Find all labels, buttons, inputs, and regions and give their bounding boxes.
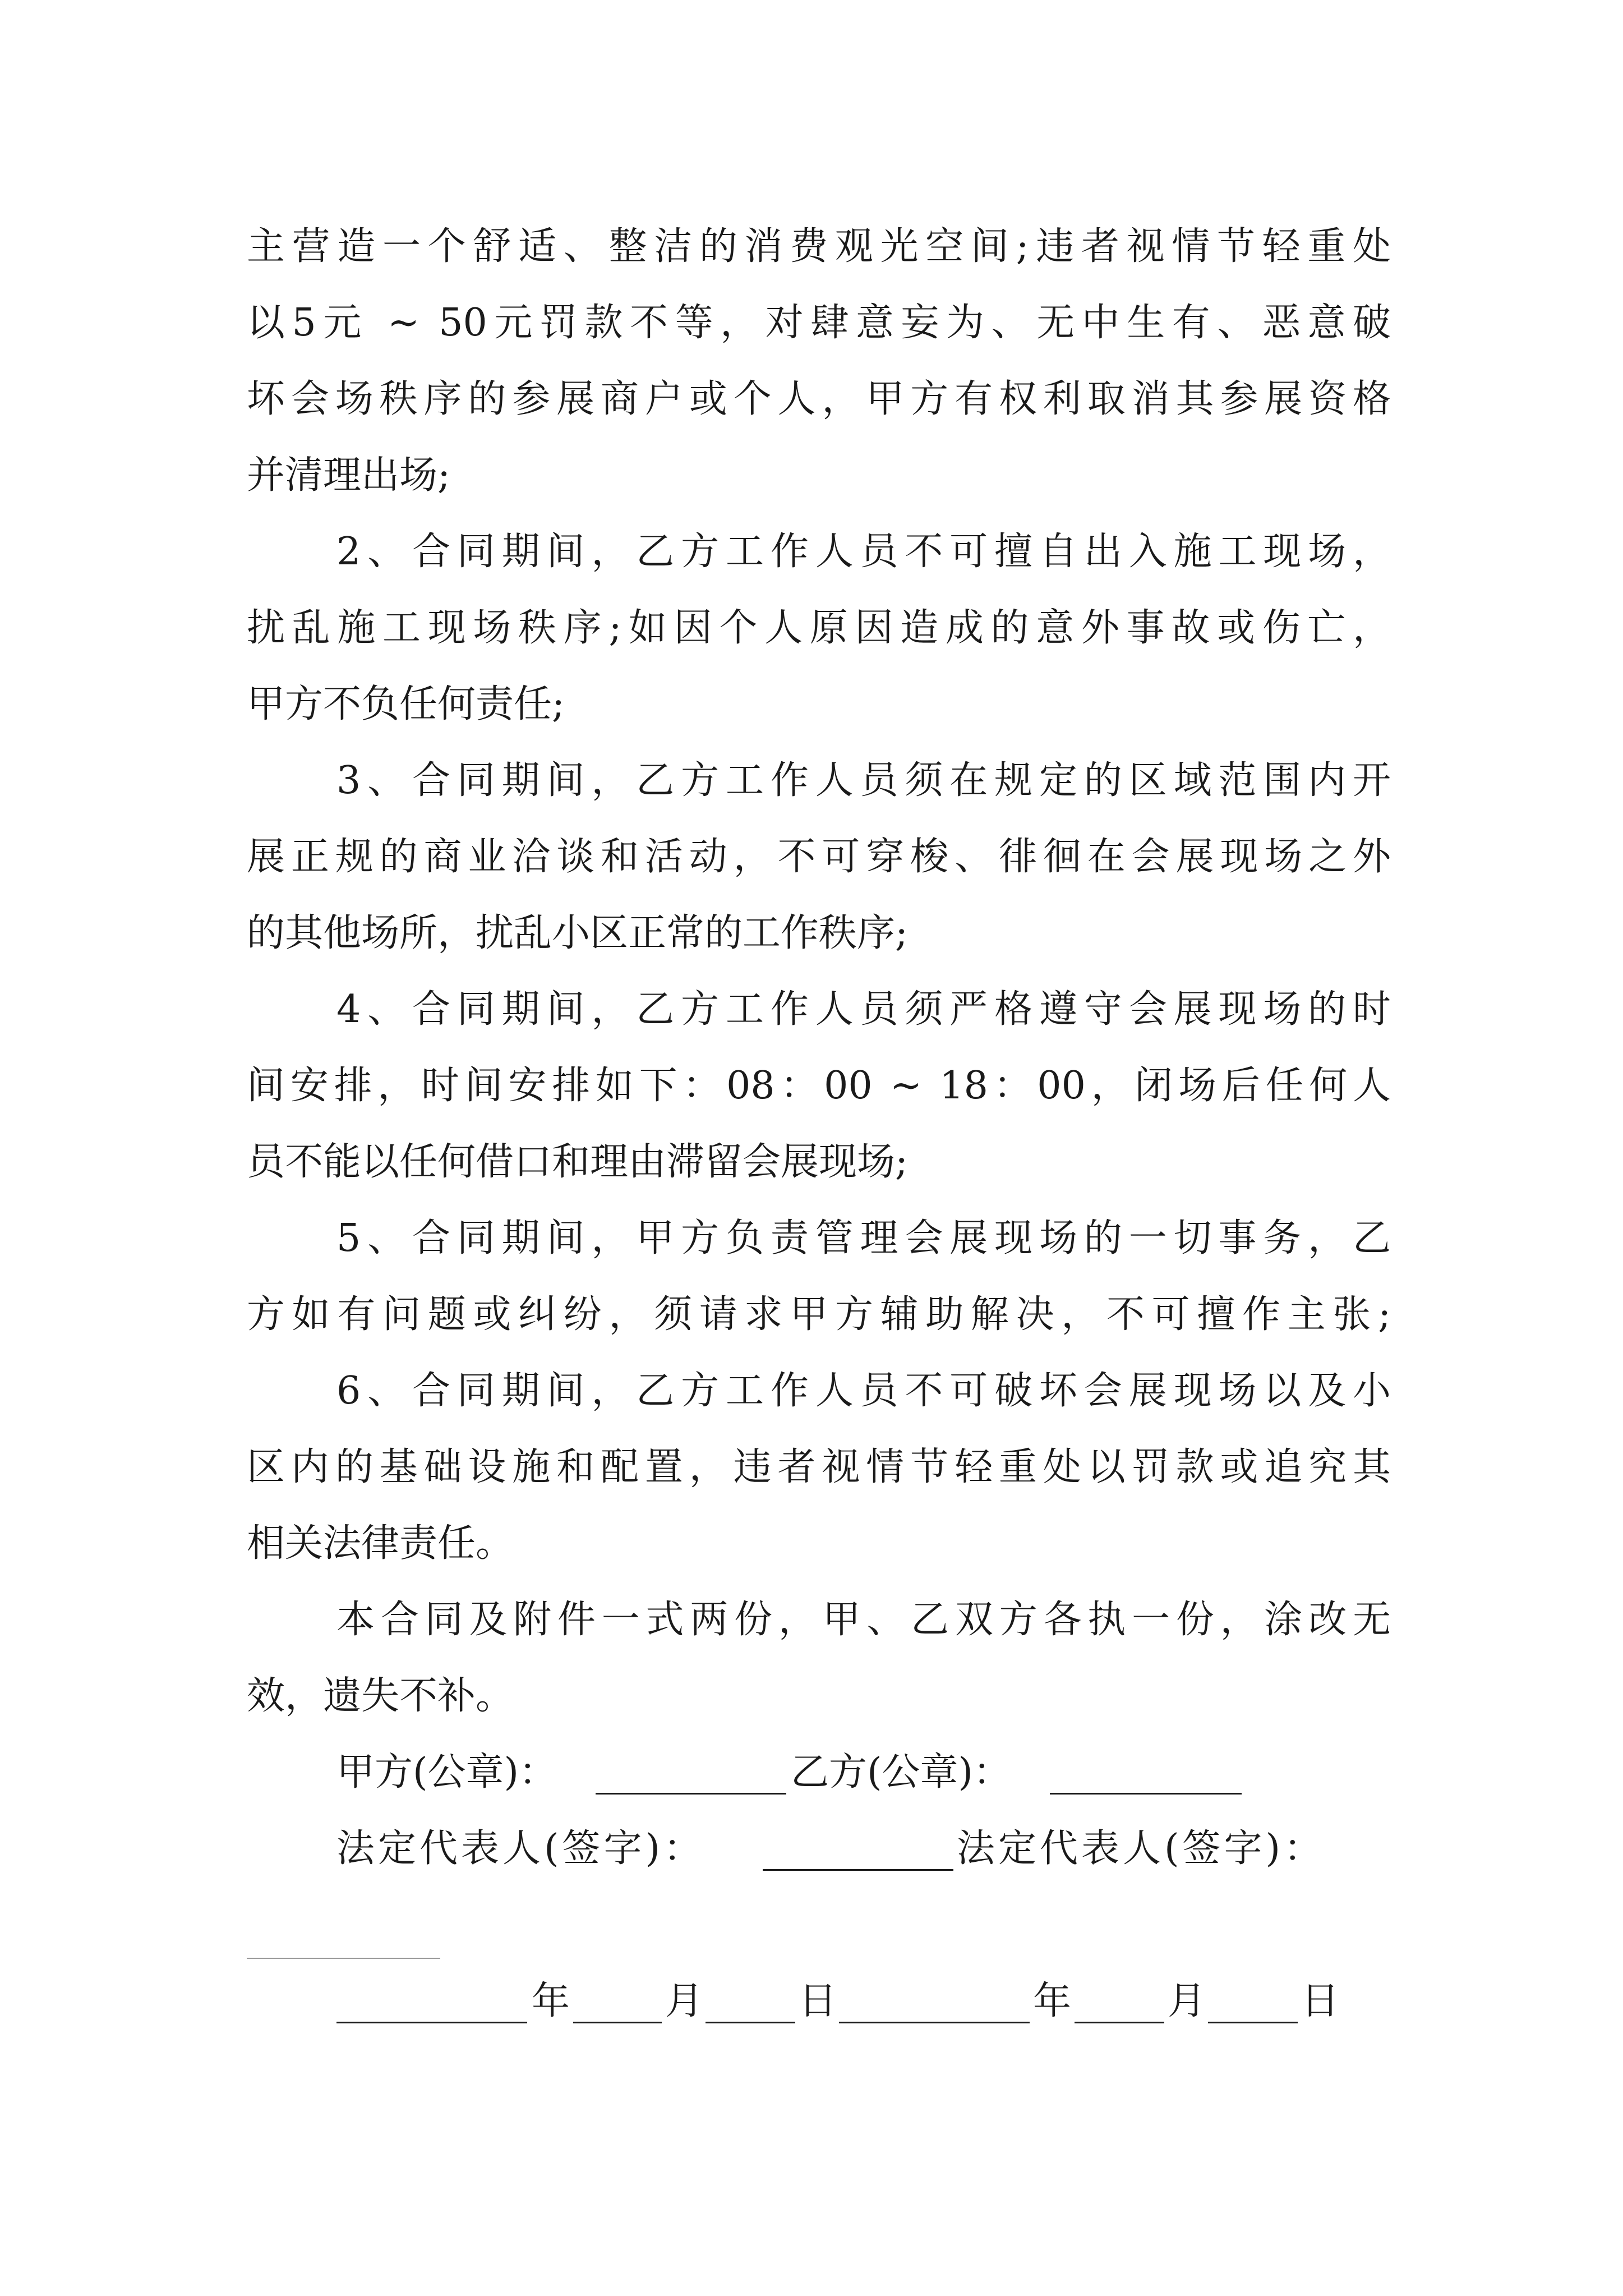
closing-line: 本合同及附件一式两份，甲、乙双方各执一份，涂改无 bbox=[336, 1598, 1391, 1642]
paragraph-line: 主营造一个舒适、整洁的消费观光空间;违者视情节轻重处 bbox=[247, 224, 1391, 269]
clause-5-line: 5、合同期间，甲方负责管理会展现场的一切事务，乙 bbox=[336, 1216, 1391, 1260]
date-b-day-label: 日 bbox=[1301, 1979, 1340, 2023]
clause-4-line: 4、合同期间，乙方工作人员须严格遵守会展现场的时 bbox=[336, 987, 1391, 1032]
paragraph-line: 坏会场秩序的参展商户或个人，甲方有权利取消其参展资格 bbox=[247, 377, 1391, 421]
clause-6-line: 6、合同期间，乙方工作人员不可破坏会展现场以及小 bbox=[336, 1369, 1391, 1413]
rep-a-label: 法定代表人(签字)： bbox=[336, 1826, 706, 1871]
date-b-year-label: 年 bbox=[1033, 1979, 1072, 2023]
clause-3-line: 3、合同期间，乙方工作人员须在规定的区域范围内开 bbox=[336, 758, 1391, 803]
clause-2-line: 2、合同期间，乙方工作人员不可擅自出入施工现场， bbox=[336, 530, 1391, 574]
date-a-day-label: 日 bbox=[799, 1979, 837, 2023]
clause-4-line: 间安排，时间安排如下：08：00 ~ 18：00，闭场后任何人 bbox=[247, 1064, 1391, 1108]
date-b-year-blank bbox=[839, 2022, 1030, 2023]
clause-4-line: 员不能以任何借口和理由滞留会展现场; bbox=[247, 1140, 908, 1184]
clause-2-line: 甲方不负任何责任; bbox=[247, 682, 565, 726]
rep-b-blank bbox=[247, 1958, 440, 1959]
closing-line: 效，遗失不补。 bbox=[247, 1674, 514, 1718]
clause-2-line: 扰乱施工现场秩序;如因个人原因造成的意外事故或伤亡， bbox=[247, 606, 1391, 650]
clause-6-line: 相关法律责任。 bbox=[247, 1521, 514, 1566]
party-a-seal-blank bbox=[596, 1793, 786, 1795]
date-a-month-label: 月 bbox=[665, 1979, 704, 2023]
date-b-month-label: 月 bbox=[1168, 1979, 1206, 2023]
date-a-year-label: 年 bbox=[532, 1979, 570, 2023]
date-a-year-blank bbox=[336, 2022, 527, 2023]
paragraph-line: 并清理出场; bbox=[247, 453, 450, 498]
paragraph-line: 以5元 ~ 50元罚款不等，对肆意妄为、无中生有、恶意破 bbox=[247, 301, 1391, 345]
clause-6-line: 区内的基础设施和配置，违者视情节轻重处以罚款或追究其 bbox=[247, 1445, 1391, 1489]
party-a-seal-label: 甲方(公章)： bbox=[336, 1750, 557, 1795]
date-a-day-blank bbox=[706, 2022, 795, 2023]
date-b-day-blank bbox=[1208, 2022, 1298, 2023]
clause-3-line: 的其他场所，扰乱小区正常的工作秩序; bbox=[247, 911, 908, 955]
date-a-month-blank bbox=[573, 2022, 662, 2023]
party-b-seal-blank bbox=[1050, 1793, 1242, 1795]
party-b-seal-label: 乙方(公章)： bbox=[791, 1750, 1012, 1795]
clause-5-line: 方如有问题或纠纷，须请求甲方辅助解决，不可擅作主张; bbox=[247, 1292, 1391, 1337]
rep-a-blank bbox=[763, 1869, 953, 1871]
clause-3-line: 展正规的商业洽谈和活动，不可穿梭、徘徊在会展现场之外 bbox=[247, 835, 1391, 879]
rep-b-label: 法定代表人(签字)： bbox=[957, 1826, 1326, 1871]
date-b-month-blank bbox=[1075, 2022, 1164, 2023]
